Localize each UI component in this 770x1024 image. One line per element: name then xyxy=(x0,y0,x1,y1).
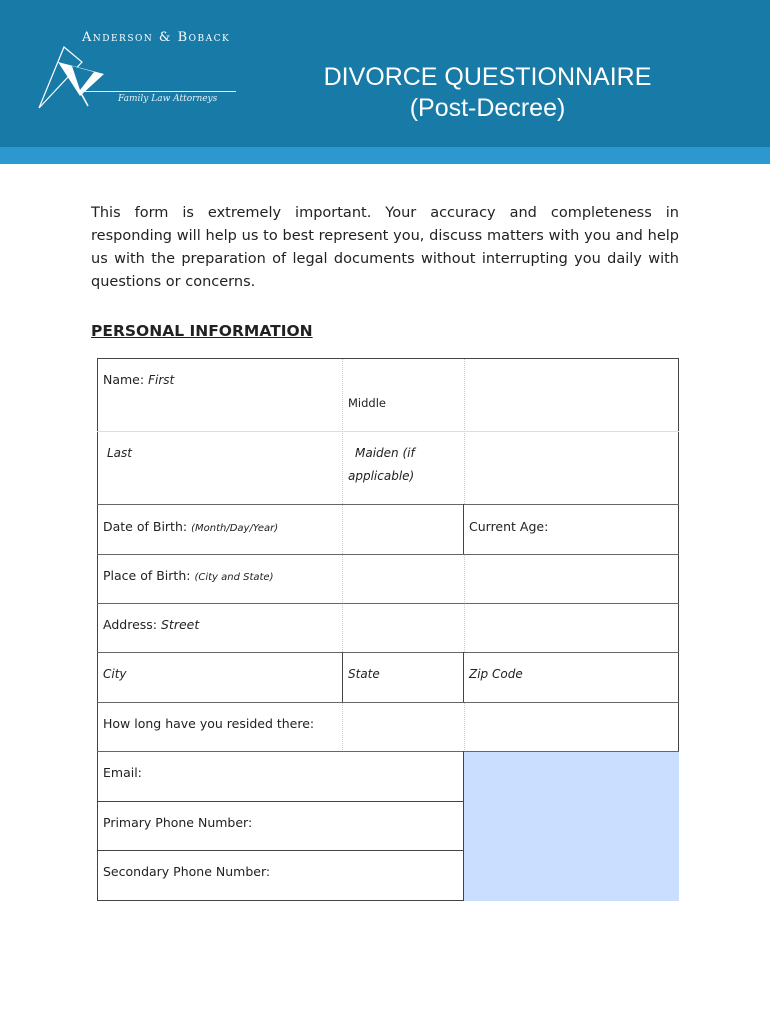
name-field[interactable] xyxy=(103,372,174,387)
personal-info-form xyxy=(97,358,679,901)
last-name-field[interactable] xyxy=(107,446,132,460)
pob-hint: (City and State) xyxy=(194,572,274,583)
dob-field[interactable] xyxy=(103,519,278,534)
dob-hint: (Month/Day/Year) xyxy=(191,523,279,534)
logo-rule xyxy=(82,91,236,92)
name-label: Name: xyxy=(103,372,145,387)
row-divider xyxy=(97,652,679,653)
email-field[interactable] xyxy=(103,765,142,780)
col-divider xyxy=(463,652,464,702)
primary-phone-field[interactable] xyxy=(103,815,252,830)
firm-name: Anderson & Boback xyxy=(82,30,231,45)
middle-name-label: Middle xyxy=(348,396,386,410)
row-divider xyxy=(97,751,679,752)
city-field[interactable] xyxy=(103,667,127,681)
dob-label: Date of Birth: xyxy=(103,519,188,534)
pob-label: Place of Birth: xyxy=(103,568,191,583)
city-label: City xyxy=(103,667,127,681)
highlight-area xyxy=(464,752,679,901)
form-border xyxy=(678,358,679,752)
last-name-label: Last xyxy=(107,446,132,460)
row-divider xyxy=(97,603,679,604)
primary-phone-label: Primary Phone Number: xyxy=(103,815,253,830)
col-divider xyxy=(342,652,343,702)
form-border xyxy=(97,358,98,901)
row-divider xyxy=(97,801,464,802)
cell-guide xyxy=(464,702,465,752)
email-label: Email: xyxy=(103,765,142,780)
maiden-name-label-2: applicable) xyxy=(348,469,415,483)
name-divider xyxy=(97,431,679,432)
street-label: Street xyxy=(160,617,200,632)
address-label: Address: xyxy=(103,617,157,632)
page-title xyxy=(300,62,675,124)
resided-field[interactable] xyxy=(103,716,314,731)
intro-paragraph: This form is extremely important. Your accuracy and completeness in responding will help us to best represent you, discuss matters with you and help us with the preparation of legal documents without interrupting you daily with questions or concerns. xyxy=(91,205,679,290)
maiden-name-label-1: Maiden (if xyxy=(355,446,415,460)
zip-field[interactable] xyxy=(469,667,523,681)
row-divider xyxy=(97,504,679,505)
maiden-name-hint xyxy=(348,469,414,483)
form-border xyxy=(97,358,679,359)
header-band xyxy=(0,147,770,164)
row-divider xyxy=(97,850,464,851)
pob-field[interactable] xyxy=(103,568,273,583)
form-border xyxy=(97,900,464,901)
col-divider xyxy=(463,751,464,901)
firm-tagline: Family Law Attorneys xyxy=(118,94,218,104)
col-divider xyxy=(463,504,464,554)
age-field[interactable] xyxy=(469,519,548,534)
first-name-label: First xyxy=(148,373,175,387)
secondary-phone-label: Secondary Phone Number: xyxy=(103,864,271,879)
state-label: State xyxy=(348,667,380,681)
secondary-phone-field[interactable] xyxy=(103,864,270,879)
address-field[interactable] xyxy=(103,617,199,632)
cell-guide xyxy=(342,702,343,752)
resided-label: How long have you resided there: xyxy=(103,716,315,731)
title-line-2: (Post-Decree) xyxy=(409,94,566,122)
section-title: PERSONAL INFORMATION xyxy=(91,322,313,340)
middle-name-field[interactable] xyxy=(348,396,386,410)
state-field[interactable] xyxy=(348,667,380,681)
row-divider xyxy=(97,702,679,703)
title-line-1: DIVORCE QUESTIONNAIRE xyxy=(323,63,652,91)
zip-label: Zip Code xyxy=(469,667,523,681)
age-label: Current Age: xyxy=(469,519,549,534)
row-divider xyxy=(97,554,679,555)
maiden-name-field[interactable] xyxy=(355,446,415,460)
